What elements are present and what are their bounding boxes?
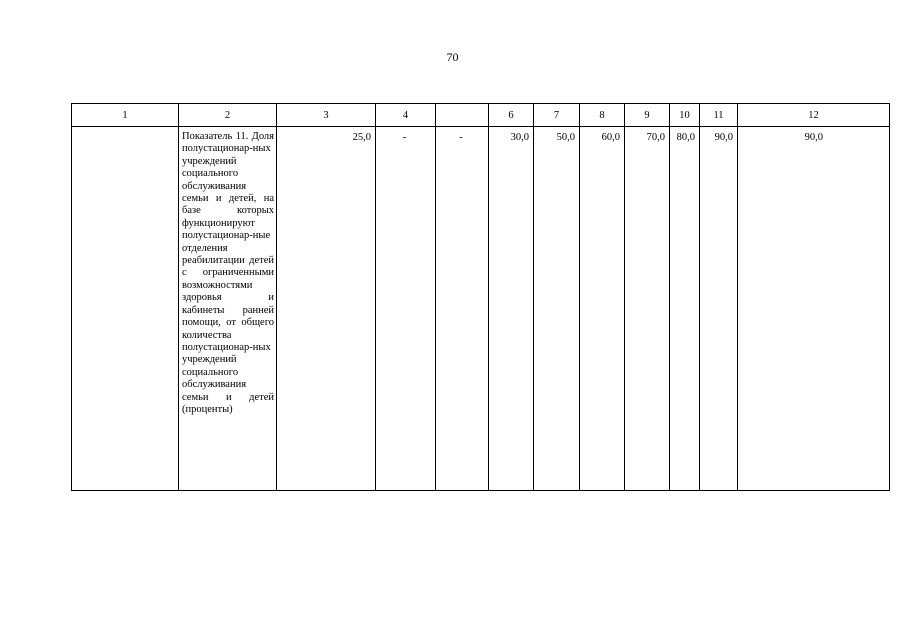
header-row <box>72 104 890 127</box>
indicator-table <box>71 103 890 491</box>
cell-value-7: 50,0 <box>534 127 580 491</box>
cell-value-3: 25,0 <box>277 127 376 491</box>
column-header-9: 9 <box>625 104 670 127</box>
cell-value-5: - <box>436 127 489 491</box>
column-header-3: 3 <box>277 104 376 127</box>
column-header-2: 2 <box>179 104 277 127</box>
cell-value-6: 30,0 <box>489 127 534 491</box>
cell-col-1 <box>72 127 179 491</box>
column-header-6: 6 <box>489 104 534 127</box>
column-header-1: 1 <box>72 104 179 127</box>
column-header-10: 10 <box>670 104 700 127</box>
column-header-11: 11 <box>700 104 738 127</box>
table-row <box>72 127 890 491</box>
cell-value-12: 90,0 <box>738 127 890 491</box>
cell-value-10: 80,0 <box>670 127 700 491</box>
column-header-7: 7 <box>534 104 580 127</box>
cell-value-9: 70,0 <box>625 127 670 491</box>
indicator-description: Показатель 11. Доля полустационар-ных учреждений социального обслуживания семьи и детей, на базе которых функционируют полустационар-ные отделения реабилитации детей с ограниченными возможностями здоровья и кабинеты ранней помощи, от общего количества полустационар-ных учреждений социального обслуживания семьи и детей (проценты) <box>179 127 277 491</box>
column-header-12: 12 <box>738 104 890 127</box>
page-number: 70 <box>446 50 459 64</box>
cell-value-4: - <box>376 127 436 491</box>
column-header-8: 8 <box>580 104 625 127</box>
column-header-5 <box>436 104 489 127</box>
cell-value-8: 60,0 <box>580 127 625 491</box>
cell-value-11: 90,0 <box>700 127 738 491</box>
column-header-4: 4 <box>376 104 436 127</box>
